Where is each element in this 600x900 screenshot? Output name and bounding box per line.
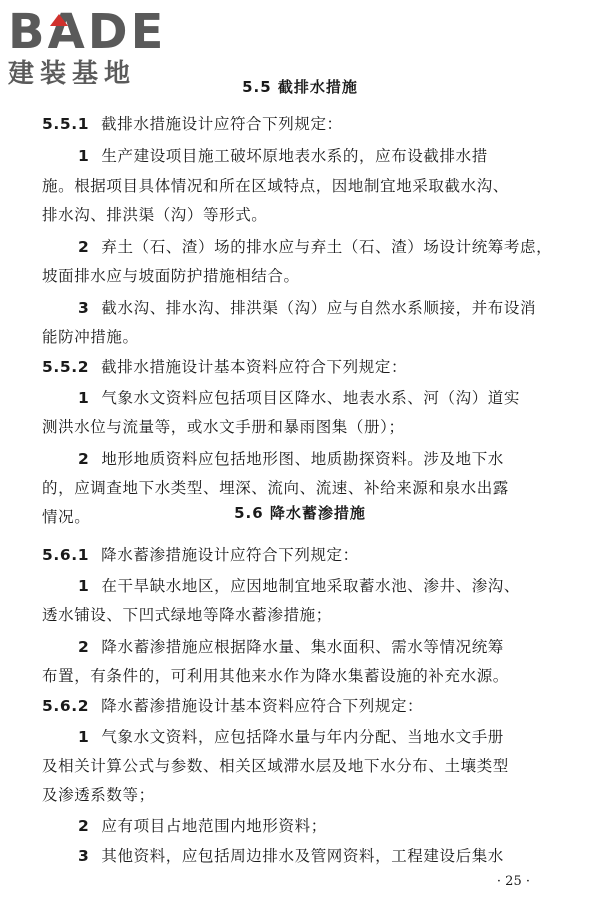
clause-5-6-1 [42, 545, 359, 565]
item-number: 2 [78, 638, 90, 656]
item-number: 2 [78, 450, 90, 468]
item-number: 2 [78, 238, 90, 256]
item-5-6-1-2-line1 [78, 637, 504, 657]
item-number: 2 [78, 817, 90, 835]
logo-subtitle: 建装基地 [8, 59, 137, 89]
item-5-5-2-2-line2: 的，应调查地下水类型、埋深、流向、流速、补给来源和泉水出露 [42, 479, 509, 497]
item-number: 1 [78, 577, 90, 595]
item-5-6-2-2-line1 [78, 816, 327, 836]
item-number: 1 [78, 147, 90, 165]
item-number: 1 [78, 728, 90, 746]
item-5-5-1-3-line2: 能防冲措施。 [42, 328, 139, 346]
item-5-6-2-1-line2: 及相关计算公式与参数、相关区域滞水层及地下水分布、土壤类型 [42, 757, 509, 775]
item-text: 地形地质资料应包括地形图、地质勘探资料。涉及地下水 [101, 450, 504, 468]
item-number: 3 [78, 299, 90, 317]
item-text: 气象水文资料应包括项目区降水、地表水系、河（沟）道实 [101, 389, 520, 407]
logo-accent-icon [50, 14, 68, 26]
page-number: · 25 · [496, 874, 530, 889]
item-5-6-1-1-line2: 透水铺设、下凹式绿地等降水蓄渗措施； [42, 606, 332, 624]
item-text: 其他资料，应包括周边排水及管网资料，工程建设后集水 [101, 847, 504, 865]
item-5-5-1-1-line1 [78, 146, 488, 166]
item-5-5-2-1-line1 [78, 388, 520, 408]
item-5-5-1-1-line3: 排水沟、排洪渠（沟）等形式。 [42, 206, 268, 224]
item-text: 应有项目占地范围内地形资料； [101, 817, 327, 835]
clause-text: 截排水措施设计基本资料应符合下列规定： [101, 358, 408, 376]
item-text: 降水蓄渗措施应根据降水量、集水面积、需水等情况统筹 [101, 638, 504, 656]
clause-number: 5.6.1 [42, 546, 90, 564]
item-text: 生产建设项目施工破坏原地表水系的，应布设截排水措 [101, 147, 488, 165]
item-5-6-1-1-line1 [78, 576, 520, 596]
item-number: 1 [78, 389, 90, 407]
clause-text: 降水蓄渗措施设计应符合下列规定： [101, 546, 359, 564]
item-5-5-2-2-line3: 情况。 [42, 508, 91, 526]
item-5-5-2-2-line1 [78, 449, 504, 469]
item-5-5-1-2-line1 [78, 237, 552, 257]
clause-5-5-1 [42, 114, 343, 134]
section-title-5-5: 5.5 截排水措施 [242, 78, 358, 96]
item-5-5-1-1-line2: 施。根据项目具体情况和所在区域特点，因地制宜地采取截水沟、 [42, 177, 509, 195]
item-text: 在干旱缺水地区，应因地制宜地采取蓄水池、渗井、渗沟、 [101, 577, 520, 595]
clause-number: 5.5.1 [42, 115, 90, 133]
item-text: 截水沟、排水沟、排洪渠（沟）应与自然水系顺接，并布设消 [101, 299, 537, 317]
item-5-6-2-1-line3: 及渗透系数等； [42, 786, 155, 804]
clause-5-6-2 [42, 696, 423, 716]
clause-text: 截排水措施设计应符合下列规定： [101, 115, 343, 133]
item-5-5-1-2-line2: 坡面排水应与坡面防护措施相结合。 [42, 267, 300, 285]
clause-number: 5.5.2 [42, 358, 90, 376]
item-5-6-1-2-line2: 布置，有条件的，可利用其他来水作为降水集蓄设施的补充水源。 [42, 667, 509, 685]
clause-text: 降水蓄渗措施设计基本资料应符合下列规定： [101, 697, 424, 715]
logo-wordmark: BADE [8, 4, 167, 60]
item-5-5-2-1-line2: 测洪水位与流量等，或水文手册和暴雨图集（册）； [42, 418, 405, 436]
item-number: 3 [78, 847, 90, 865]
item-5-6-2-1-line1 [78, 727, 504, 747]
item-5-6-2-3-line1 [78, 846, 504, 866]
item-5-5-1-3-line1 [78, 298, 536, 318]
clause-number: 5.6.2 [42, 697, 90, 715]
item-text: 弃土（石、渣）场的排水应与弃土（石、渣）场设计统筹考虑， [101, 238, 553, 256]
item-text: 气象水文资料，应包括降水量与年内分配、当地水文手册 [101, 728, 504, 746]
section-title-5-6: 5.6 降水蓄渗措施 [234, 504, 366, 522]
clause-5-5-2 [42, 357, 407, 377]
